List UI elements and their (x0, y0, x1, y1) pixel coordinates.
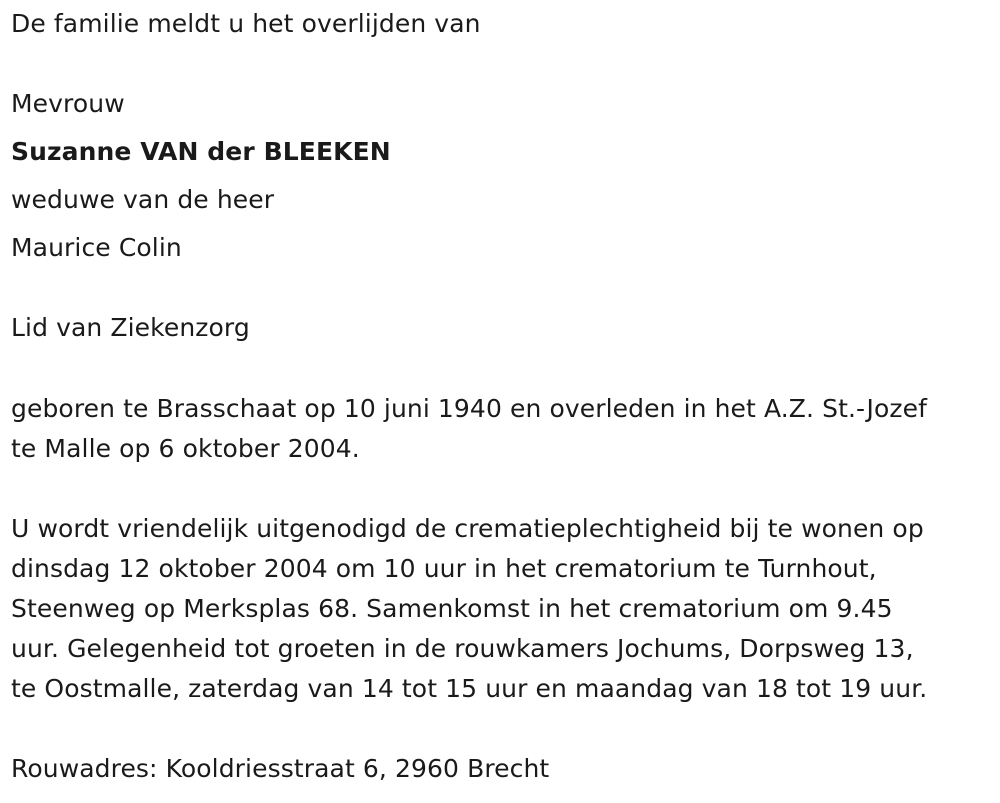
ceremony-line-3: Steenweg op Merksplas 68. Samenkomst in het crematorium om 9.45 (11, 594, 893, 623)
deceased-name: Suzanne VAN der BLEEKEN (11, 137, 391, 166)
mourning-address: Rouwadres: Kooldriesstraat 6, 2960 Brecht (11, 754, 550, 783)
intro-text: De familie meldt u het overlijden van (11, 9, 481, 38)
ceremony-line-2: dinsdag 12 oktober 2004 om 10 uur in het crematorium te Turnhout, (11, 554, 877, 583)
ceremony-line-5: te Oostmalle, zaterdag van 14 tot 15 uur en maandag van 18 tot 19 uur. (11, 674, 928, 703)
ceremony-line-1: U wordt vriendelijk uitgenodigd de crematieplechtigheid bij te wonen op (11, 514, 924, 543)
birth-death-line-2: te Malle op 6 oktober 2004. (11, 434, 360, 463)
membership-text: Lid van Ziekenzorg (11, 313, 250, 342)
ceremony-line-4: uur. Gelegenheid tot groeten in de rouwkamers Jochums, Dorpsweg 13, (11, 634, 914, 663)
spouse-name: Maurice Colin (11, 233, 182, 262)
widow-of-text: weduwe van de heer (11, 185, 275, 214)
salutation: Mevrouw (11, 89, 125, 118)
birth-death-line-1: geboren te Brasschaat op 10 juni 1940 en overleden in het A.Z. St.-Jozef (11, 394, 928, 423)
